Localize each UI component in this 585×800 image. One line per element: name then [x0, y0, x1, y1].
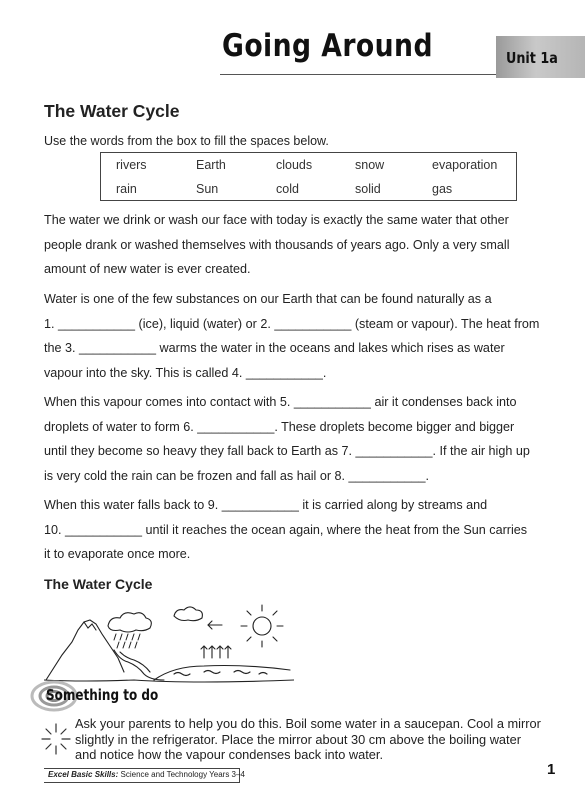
footer-credit [48, 770, 245, 779]
mountain-illustration [46, 620, 124, 680]
activity-line: Ask your parents to help you do this. Boil some water in a saucepan. Cool a mirror [75, 716, 541, 731]
paragraph-line: amount of new water is ever created. [44, 262, 251, 277]
footer-subtitle: Science and Technology Years 3–4 [120, 770, 245, 779]
paragraph-condensation [44, 390, 564, 488]
ocean-illustration [154, 666, 290, 681]
activity-line: slightly in the refrigerator. Place the mirror about 30 cm above the boiling water [75, 731, 521, 747]
paragraph-line: the 3. ___________ warms the water in the oceans and lakes which rises as water [44, 341, 505, 356]
paragraph-line: it to evaporate once more. [44, 547, 191, 562]
section-heading-diagram: The Water Cycle [44, 576, 153, 592]
word-box-word: evaporation [432, 158, 498, 172]
rain-drops [114, 634, 140, 648]
paragraph-line: The water we drink or wash our face with today is exactly the same water that other [44, 213, 509, 227]
paragraph-line: 10. ___________ until it reaches the ocean again, where the heat from the Sun carries [44, 522, 528, 537]
footer-series: Excel Basic Skills: [48, 770, 119, 779]
page-number: 1 [547, 761, 556, 778]
word-box [100, 152, 517, 201]
paragraph-line: is very cold the rain can be frozen and fall as hail or 8. ___________. [44, 468, 430, 483]
paragraph-line: people drank or washed themselves with thousands of years ago. Only a very small [44, 237, 510, 252]
unit-tab [496, 36, 585, 78]
paragraph-line: droplets of water to form 6. ___________. These droplets become bigger and bigger [44, 419, 515, 434]
paragraph-line: Water is one of the few substances on our Earth that can be found naturally as a [44, 292, 492, 306]
activity-line: and notice how the vapour condenses back into water. [75, 747, 384, 762]
paragraph-line: 1. ___________ (ice), liquid (water) or 2. ___________ (steam or vapour). The heat from [44, 316, 540, 331]
paragraph-line: When this vapour comes into contact with 5. ___________ air it condenses back into [44, 395, 517, 409]
page-title: Going Around [222, 28, 433, 64]
paragraph-intro [44, 208, 564, 282]
word-box-word: clouds [276, 158, 313, 172]
sparkle-icon [40, 722, 72, 756]
word-box-word: rain [116, 182, 137, 196]
section-heading-water-cycle: The Water Cycle [44, 101, 180, 121]
activity-heading: Something to do [46, 686, 159, 704]
word-box-word: rivers [116, 158, 147, 172]
instruction-text: Use the words from the box to fill the spaces below. [44, 134, 329, 148]
water-cycle-diagram [44, 600, 294, 690]
word-box-word: snow [355, 158, 385, 172]
paragraph-line: When this water falls back to 9. ___________ it is carried along by streams and [44, 498, 488, 512]
wind-arrow-icon [208, 621, 222, 629]
word-box-word: Sun [196, 182, 219, 196]
paragraph-line: until they become so heavy they fall back to Earth as 7. ___________. If the air high up [44, 444, 530, 459]
word-box-word: solid [355, 182, 381, 196]
small-cloud-illustration [174, 607, 202, 621]
paragraph-line: vapour into the sky. This is called 4. ___________. [44, 365, 327, 380]
word-box-word: gas [432, 182, 453, 196]
word-box-word: Earth [196, 158, 226, 172]
activity-instructions [75, 716, 570, 763]
rain-cloud-illustration [108, 613, 151, 632]
unit-label: Unit 1a [506, 49, 558, 67]
footer-rule-bottom [44, 782, 239, 783]
footer-rule-top [44, 768, 239, 769]
sun-icon [241, 605, 283, 647]
paragraph-states [44, 287, 564, 385]
evaporation-arrows-icon [201, 646, 231, 658]
paragraph-return [44, 493, 564, 567]
word-box-word: cold [276, 182, 299, 196]
